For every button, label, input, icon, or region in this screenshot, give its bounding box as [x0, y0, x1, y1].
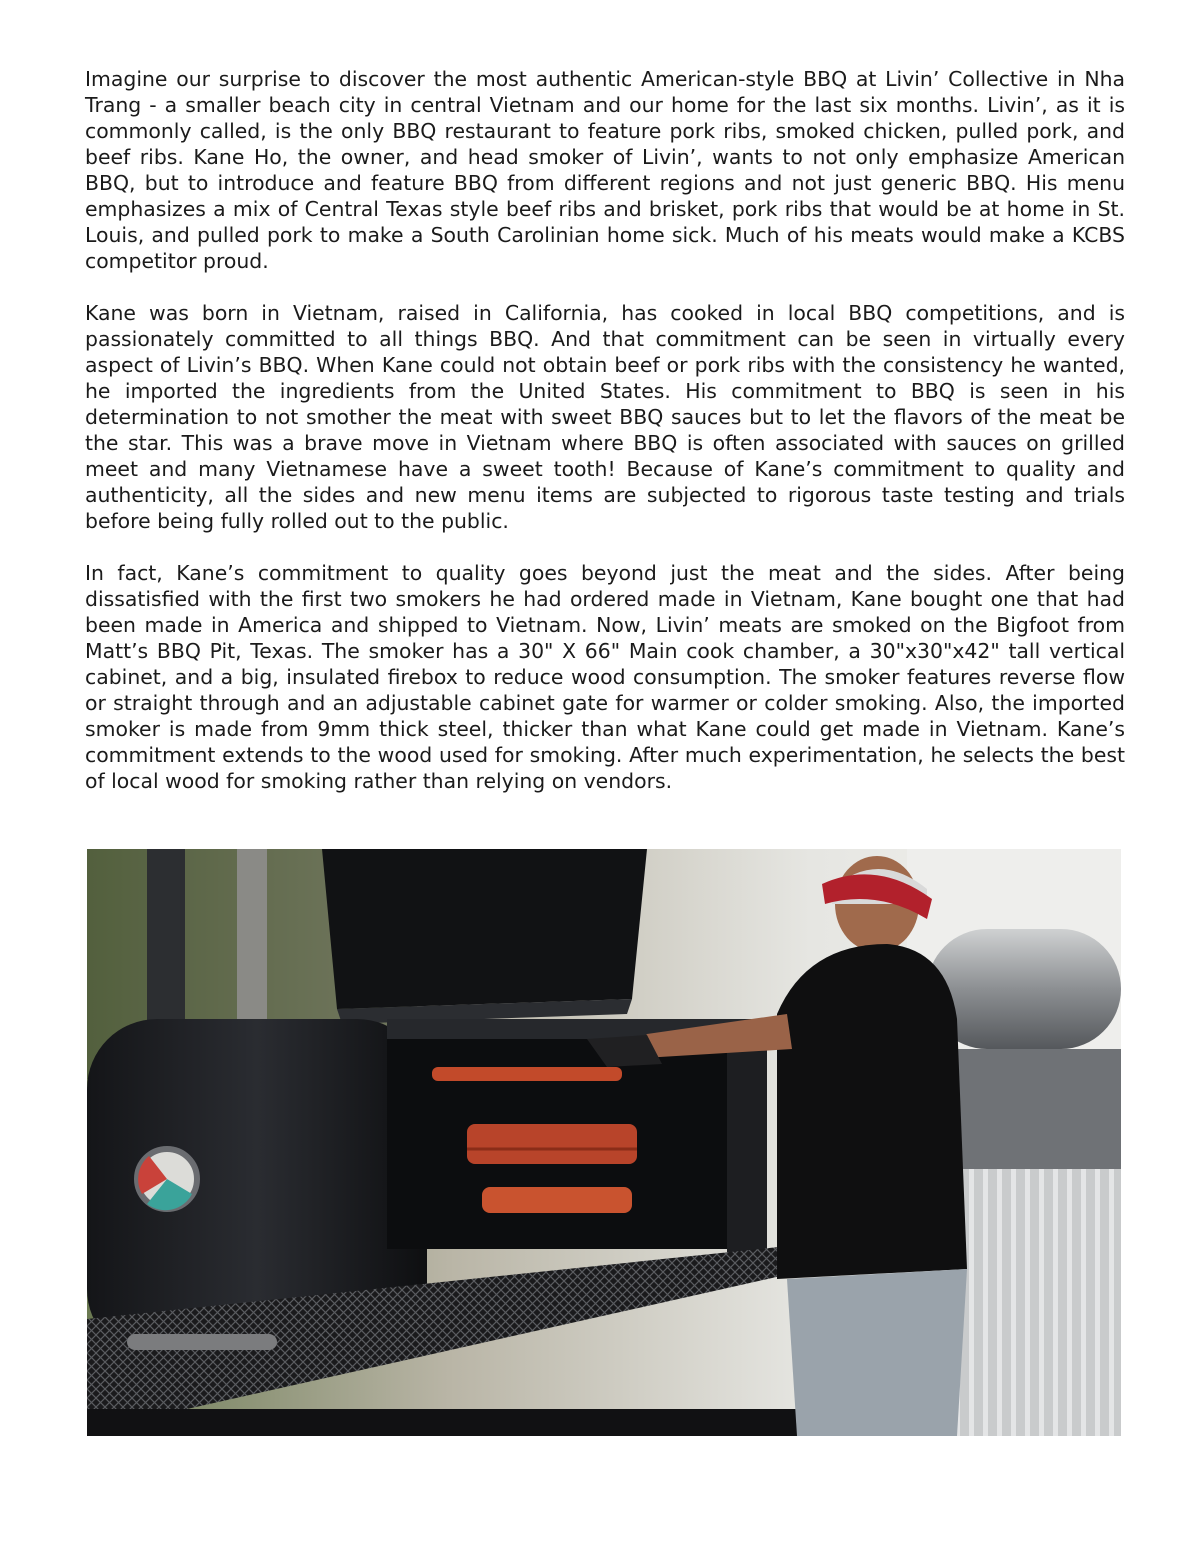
- ribs-middle: [467, 1124, 637, 1164]
- article-body: [85, 66, 1125, 820]
- grey-shorts: [787, 1269, 967, 1436]
- ribs-top: [432, 1067, 622, 1081]
- ribs-bottom: [482, 1187, 632, 1213]
- bbq-smoker-photo: [87, 849, 1121, 1436]
- paragraph-kane-background: Kane was born in Vietnam, raised in California, has cooked in local BBQ competitions, and is passionately committed to all things BBQ. And that commitment can be seen in virtually every aspect of Livin’s BBQ. When Kane could not obtain beef or pork ribs with the consistency he wanted, he imported the ingredients from the United States. His commitment to BBQ is seen in his determination to not smother the meat with sweet BBQ sauces but to let the flavors of the meat be the star. This was a brave move in Vietnam where BBQ is often associated with sauces on grilled meet and many Vietnamese have a sweet tooth! Because of Kane’s commitment to quality and authenticity, all the sides and new menu items are subjected to rigorous taste testing and trials before being fully rolled out to the public.: [85, 301, 1125, 533]
- smoker-illustration: [87, 849, 1121, 1436]
- paragraph-smoker: In fact, Kane’s commitment to quality goes beyond just the meat and the sides. After being dissatisfied with the first two smokers he had ordered made in Vietnam, Kane bought one that had been made in America and shipped to Vietnam. Now, Livin’ meats are smoked on the Bigfoot from Matt’s BBQ Pit, Texas. The smoker has a 30" X 66" Main cook chamber, a 30"x30"x42" tall vertical cabinet, and a big, insulated firebox to reduce wood consumption. The smoker features reverse flow or straight through and an adjustable cabinet gate for warmer or colder smoking. Also, the imported smoker is made from 9mm thick steel, thicker than what Kane could get made in Vietnam. Kane’s commitment extends to the wood used for smoking. After much experimentation, he selects the best of local wood for smoking rather than relying on vendors.: [85, 561, 1125, 793]
- smoker-lid: [322, 849, 647, 1009]
- paragraph-intro: Imagine our surprise to discover the most authentic American-style BBQ at Livin’ Collective in Nha Trang - a smaller beach city in central Vietnam and our home for the last six months. Livin’, as it is commonly called, is the only BBQ restaurant to feature pork ribs, smoked chicken, pulled pork, and beef ribs. Kane Ho, the owner, and head smoker of Livin’, wants to not only emphasize American BBQ, but to introduce and feature BBQ from different regions and not just generic BBQ. His menu emphasizes a mix of Central Texas style beef ribs and brisket, pork ribs that would be at home in St. Louis, and pulled pork to make a South Carolinian home sick. Much of his meats would make a KCBS competitor proud.: [85, 67, 1125, 273]
- spring-handle: [127, 1334, 277, 1350]
- black-shirt: [777, 944, 967, 1279]
- corrugated-fence: [947, 1139, 1121, 1436]
